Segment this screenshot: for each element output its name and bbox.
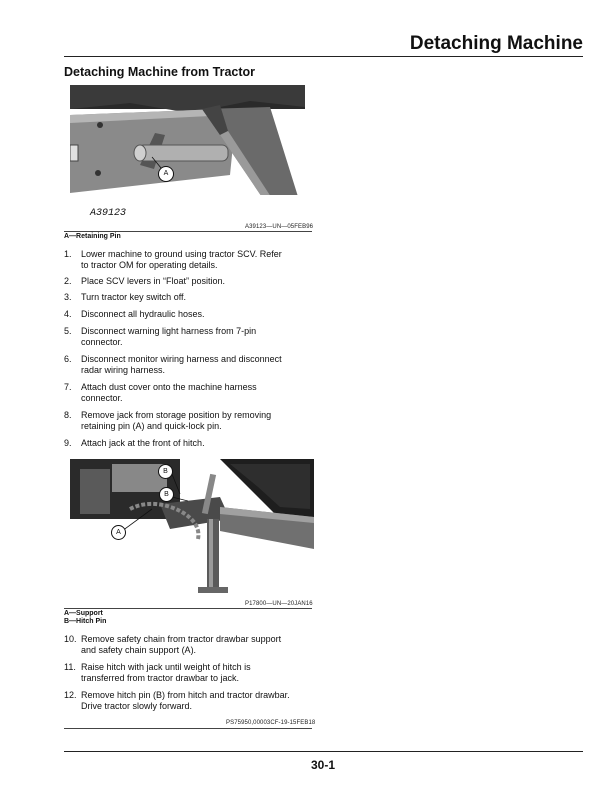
- reference-rule: [64, 728, 312, 729]
- figure2-legend-b: B—Hitch Pin: [64, 618, 107, 625]
- step-text: Lower machine to ground using tractor SCV. Refer to tractor OM for operating details.: [81, 249, 282, 270]
- step-number: 9.: [64, 438, 72, 448]
- step-text: Raise hitch with jack until weight of hitch is transferred from tractor drawbar to jack.: [81, 662, 251, 683]
- callout-a: A: [111, 525, 126, 540]
- retaining-pin-illustration: [70, 85, 305, 222]
- step-text: Disconnect monitor wiring harness and disconnect radar wiring harness.: [81, 354, 282, 375]
- figure2-caption-rule: [64, 608, 312, 609]
- step-text: Attach jack at the front of hitch.: [81, 438, 205, 448]
- figure-image-label: A39123: [90, 208, 127, 219]
- section-title: Detaching Machine from Tractor: [64, 65, 256, 79]
- retaining-pin-photo: [70, 85, 305, 222]
- figure1-legend-a: A—Retaining Pin: [64, 233, 121, 240]
- step-number: 2.: [64, 276, 72, 286]
- figure2-code: P17800—UN—20JAN16: [245, 601, 313, 607]
- callout-a: A: [158, 166, 174, 182]
- page-title: Detaching Machine: [409, 33, 583, 54]
- step-text: Remove hitch pin (B) from hitch and tractor drawbar. Drive tractor slowly forward.: [81, 690, 290, 711]
- step-number: 12.: [64, 690, 77, 700]
- hitch-jack-photo: [70, 459, 314, 599]
- figure1-code: A39123—UN—05FEB96: [245, 224, 314, 230]
- step-number: 7.: [64, 382, 72, 392]
- hitch-jack-illustration: [70, 459, 314, 599]
- step-text: Disconnect warning light harness from 7-pin connector.: [81, 326, 257, 347]
- step-text: Place SCV levers in “Float” position.: [81, 276, 226, 286]
- step-text: Remove jack from storage position by removing retaining pin (A) and quick-lock pin.: [81, 410, 272, 431]
- title-rule: [64, 56, 583, 57]
- callout-b: B: [158, 464, 173, 479]
- callout-b-second: B: [159, 487, 174, 502]
- reference-code: PS75950,00003CF-19-15FEB18: [226, 720, 316, 726]
- figure2-legend-a: A—Support: [64, 610, 103, 617]
- step-text: Disconnect all hydraulic hoses.: [81, 309, 205, 319]
- step-number: 11.: [64, 662, 76, 672]
- step-number: 10.: [64, 634, 77, 644]
- step-text: Turn tractor key switch off.: [81, 292, 187, 302]
- step-text: Attach dust cover onto the machine harness connector.: [81, 382, 257, 403]
- step-number: 3.: [64, 292, 72, 302]
- step-number: 5.: [64, 326, 72, 336]
- step-number: 1.: [64, 249, 72, 259]
- page-number: 30-1: [310, 758, 335, 772]
- step-number: 6.: [64, 354, 72, 364]
- step-number: 8.: [64, 410, 72, 420]
- footer-rule: [64, 751, 583, 752]
- figure1-caption-rule: [64, 231, 312, 232]
- step-number: 4.: [64, 309, 72, 319]
- step-text: Remove safety chain from tractor drawbar support and safety chain support (A).: [81, 634, 282, 655]
